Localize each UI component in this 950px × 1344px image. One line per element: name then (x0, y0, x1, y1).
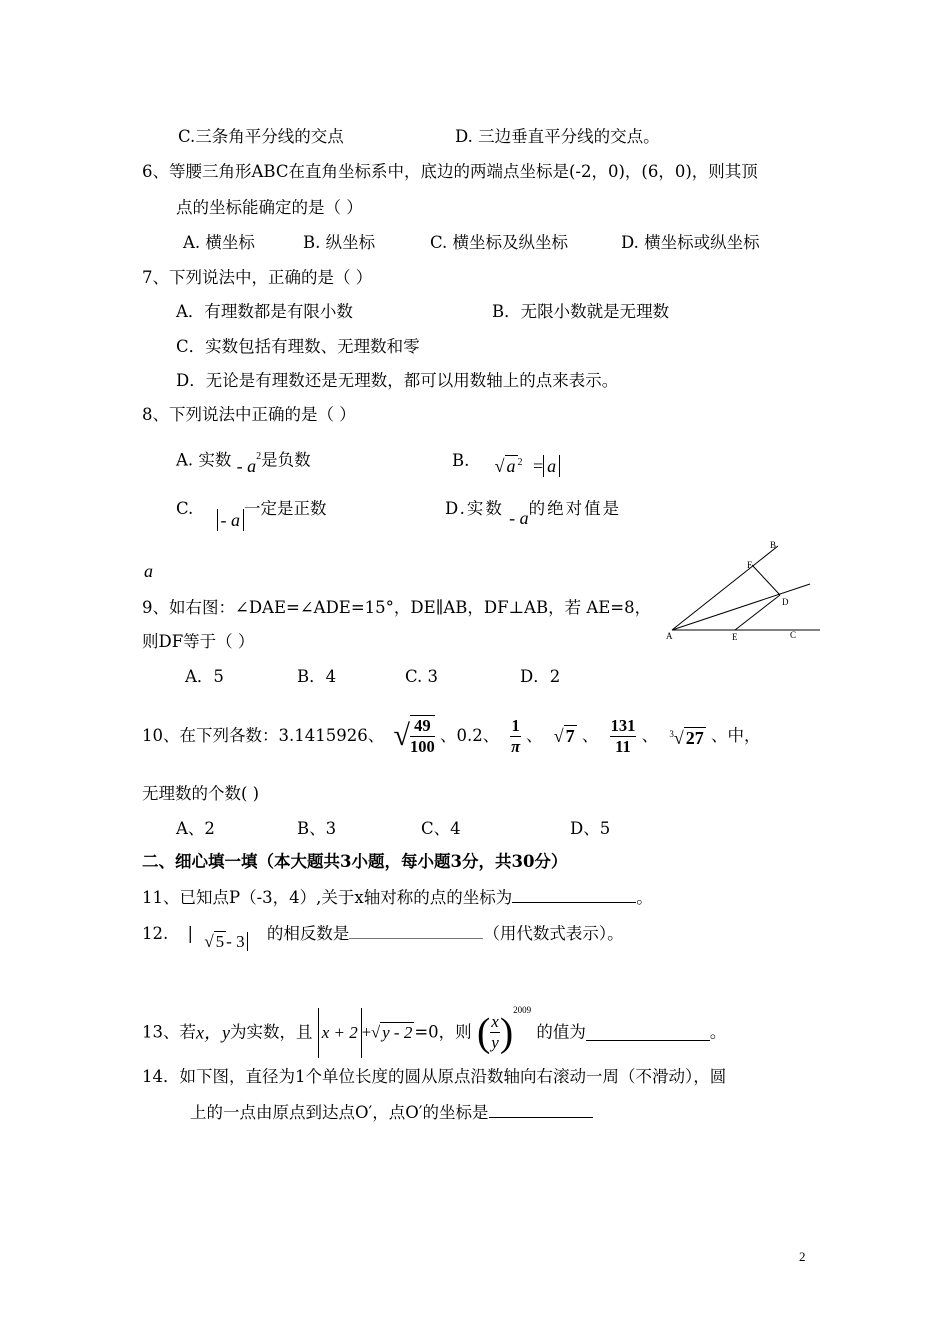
q6-option-d: D. 横坐标或纵坐标 (621, 233, 760, 252)
q10-fraction-1-num: 49 (410, 716, 435, 737)
q10-stem-post: 、中， (710, 726, 761, 745)
q13-exponent: 2009 (513, 1005, 532, 1015)
line-df (752, 565, 780, 595)
line-ed (735, 595, 780, 630)
q13-abs-expr: x + 2 (318, 1008, 362, 1058)
figure-label-c: C (790, 630, 797, 640)
q10-fraction-1-den: 100 (409, 737, 435, 756)
figure-label-f: F (747, 560, 753, 570)
sqrt-sign-icon: √ (204, 932, 214, 951)
q10-stem-line2: 无理数的个数( ) (142, 784, 260, 803)
q10-stem-mid: 、0.2、 (439, 726, 500, 745)
q12-line (142, 922, 624, 951)
q11-line (142, 886, 653, 909)
sqrt-sign-icon: √ (494, 456, 505, 476)
q14-line2 (190, 1101, 593, 1124)
q8-option-c-text: 一定是正数 (244, 499, 327, 518)
q14-stem-line1: 14．如下图，直径为1个单位长度的圆从原点沿数轴向右滚动一周（不滑动），圆 (142, 1067, 727, 1086)
sqrt-sign-icon: √ (553, 726, 564, 746)
q10-option-d: D、5 (570, 819, 611, 838)
q7-option-d: D．无论是有理数还是无理数，都可以用数轴上的点来表示。 (176, 371, 619, 390)
q10-cbrt-index: 3 (669, 729, 674, 739)
q9-option-c: C. 3 (405, 667, 439, 686)
q10-cbrt-27 (669, 728, 705, 748)
q10-fraction-3-den: 11 (615, 736, 631, 756)
line-ad-extended (672, 584, 810, 630)
q10-cbrt-radicand: 27 (685, 728, 704, 748)
q10-fraction-49-100 (410, 715, 435, 757)
q5-option-c: C.三条角平分线的交点 (178, 127, 344, 146)
q8-option-d-continuation: a (144, 561, 153, 581)
q10-sqrt-7 (554, 726, 577, 746)
q10-sep-2: 、 (581, 726, 599, 745)
figure-label-a: A (666, 631, 673, 641)
q10-stem-pre: 10、在下列各数：3.1415926、 (142, 726, 385, 745)
q8-option-a-expr: - a (236, 455, 257, 476)
q12-radicand: 5 (215, 932, 225, 951)
q8-option-d-expr: - a (509, 508, 529, 528)
q6-option-c: C. 横坐标及纵坐标 (430, 233, 569, 252)
q8-option-b-formula (495, 452, 561, 477)
q12-answer-blank[interactable] (349, 922, 483, 939)
q9-stem-line2: 则DF等于（ ） (142, 632, 255, 651)
q9-option-d: D．2 (520, 667, 561, 686)
q6-option-b: B. 纵坐标 (303, 233, 376, 252)
q10-sep-3: 、 (641, 726, 659, 745)
figure-label-d: D (782, 597, 789, 607)
q14-answer-blank[interactable] (489, 1101, 593, 1118)
q7-stem: 7、下列说法中，正确的是（ ） (142, 268, 373, 287)
q8-option-b-radicand: a (506, 456, 516, 476)
q8-option-a-text: 是负数 (261, 450, 311, 470)
q10-option-a: A、2 (176, 819, 215, 838)
q10-sqrt-7-radicand: 7 (565, 726, 575, 746)
q6-stem-line1: 6、等腰三角形ABC在直角坐标系中，底边的两端点坐标是(-2，0)，(6，0)，则其顶 (142, 162, 758, 181)
q10-sep-1: 、 (525, 726, 543, 745)
q8-stem: 8、下列说法中正确的是（ ） (142, 405, 356, 424)
q8-option-b-eq: = (533, 456, 544, 476)
line-ab (672, 546, 778, 630)
q12-end: （用代数式表示）。 (483, 924, 624, 943)
q10-fraction-3-num: 131 (610, 715, 636, 735)
q10-stem-line1 (142, 712, 760, 760)
q13-vars: x，y (196, 1022, 230, 1043)
sqrt-sign-icon: √ (393, 719, 410, 752)
sqrt-sign-icon: √ (673, 728, 684, 748)
q8-option-d-text: 的绝对值是 (528, 499, 622, 518)
q10-option-c: C、4 (421, 819, 461, 838)
q12-expression (204, 932, 247, 951)
q14-stem-line2: 上的一点由原点到达点O′，点O′的坐标是 (190, 1103, 489, 1122)
q13-fraction-den: y (491, 1033, 499, 1052)
q9-figure (660, 538, 830, 646)
q11-stem: 11、已知点P（-3，4）,关于x轴对称的点的坐标为 (142, 888, 513, 907)
q7-option-c: C．实数包括有理数、无理数和零 (176, 337, 420, 356)
left-paren-icon: ( (476, 1009, 491, 1055)
q10-option-b: B、3 (297, 819, 337, 838)
q7-option-b: B．无限小数就是无理数 (492, 302, 670, 321)
q12-number: 12. (142, 924, 174, 943)
right-paren-icon: ) (499, 1009, 514, 1055)
q8-option-d-label: D.实数 (445, 499, 504, 518)
q13-line (142, 985, 726, 1058)
q11-answer-blank[interactable] (512, 886, 636, 903)
q13-eq: =0，则 (414, 1022, 472, 1042)
q8-option-b-exp: 2 (517, 457, 523, 468)
q8-option-c-label: C. (176, 499, 194, 518)
q13-answer-blank[interactable] (586, 1024, 710, 1041)
q13-fraction (490, 1012, 500, 1053)
q13-post: 的值为 (536, 1022, 586, 1042)
q10-fraction-1-pi (510, 716, 520, 757)
q9-option-b: B．4 (297, 667, 337, 686)
q13-mid: 为实数，且 (229, 1022, 313, 1042)
q9-option-a: A．5 (185, 667, 224, 686)
q10-fraction-2-num: 1 (511, 715, 520, 735)
q8-option-c (176, 497, 327, 530)
q13-radicand: y - 2 (382, 1022, 413, 1042)
sqrt-sign-icon: √ (371, 1022, 381, 1042)
q8-option-a (176, 446, 311, 476)
q8-option-b (452, 446, 560, 476)
q13-pre: 13、若 (142, 1022, 196, 1042)
q7-option-a: A．有理数都是有限小数 (176, 302, 353, 321)
q8-option-b-label: B. (452, 451, 470, 470)
q12-minus-3: - 3 (226, 932, 245, 951)
figure-label-b: B (770, 540, 777, 550)
q12-stem: 的相反数是 (266, 924, 350, 943)
q11-end: 。 (636, 888, 653, 907)
figure-label-e: E (732, 632, 738, 642)
q8-option-b-abs: a (543, 455, 560, 477)
q8-option-d (445, 497, 622, 528)
q10-fraction-2-den: π (511, 736, 521, 756)
q13-end: 。 (709, 1022, 727, 1042)
q13-fraction-num: x (491, 1012, 499, 1031)
q8-option-c-abs: - a (217, 509, 245, 531)
q10-fraction-131-11 (610, 716, 637, 757)
q6-stem-line2: 点的坐标能确定的是（ ） (176, 198, 363, 217)
section-2-title: 二、细心填一填（本大题共3小题，每小题3分，共30分） (142, 852, 568, 871)
q12-abs-bar: | (187, 924, 194, 943)
q9-stem-line1: 9、如右图：∠DAE=∠ADE=15°，DE∥AB，DF⊥AB，若 AE=8， (142, 598, 652, 617)
q8-option-a-exp: 2 (256, 451, 262, 462)
q6-option-a: A. 横坐标 (183, 233, 255, 252)
q12-abs-close (247, 932, 248, 951)
q8-option-a-label: A. 实数 (176, 450, 232, 470)
page-number: 2 (799, 1249, 806, 1264)
q13-plus: + (361, 1022, 372, 1042)
q5-option-d: D. 三边垂直平分线的交点。 (455, 127, 660, 146)
